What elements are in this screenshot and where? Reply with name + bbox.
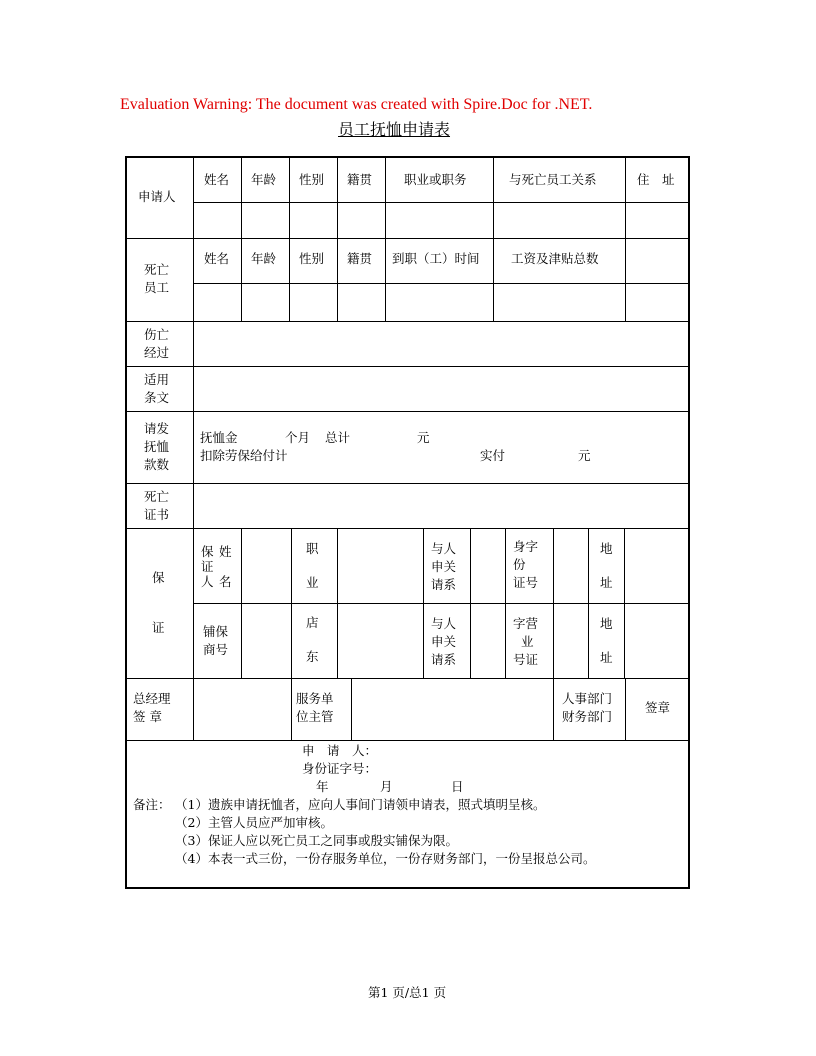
guarantee-label-2: 证 xyxy=(152,620,165,635)
grid-line xyxy=(291,528,292,678)
owner-char-b: 东 xyxy=(306,649,319,664)
grid-line xyxy=(588,528,589,678)
applicant-header-gender: 性别 xyxy=(299,172,325,187)
gm-label-line2: 签 章 xyxy=(133,709,162,724)
grid-line xyxy=(193,321,194,528)
grid-line xyxy=(470,528,471,678)
applicant-header-name: 姓名 xyxy=(204,172,230,187)
relation-line3: 请系 xyxy=(431,577,457,592)
grid-line xyxy=(625,158,626,238)
unit-label-line1: 服务单 xyxy=(296,691,334,706)
address-char-a: 地 xyxy=(600,541,613,556)
grid-line xyxy=(127,678,690,679)
relation-line1: 与人 xyxy=(431,541,457,556)
address2-char-b: 址 xyxy=(600,650,613,665)
yuan-label-2: 元 xyxy=(578,448,591,463)
total-label: 总计 xyxy=(325,430,351,445)
grid-line xyxy=(351,678,352,740)
grid-line xyxy=(127,411,690,412)
note-item: （1）遗族申请抚恤者，应向人事间门请领申请表，照式填明呈核。 xyxy=(175,797,546,812)
gm-label-line1: 总经理 xyxy=(133,691,171,706)
deceased-label-line2: 员工 xyxy=(144,280,170,295)
relation2-line3: 请系 xyxy=(431,652,457,667)
date-month-label: 月 xyxy=(380,779,393,794)
address-char-b: 址 xyxy=(600,575,613,590)
relation-line2: 申关 xyxy=(431,559,457,574)
deceased-header-native-place: 籍贯 xyxy=(347,251,373,266)
grid-line xyxy=(193,158,194,321)
grid-line xyxy=(337,528,338,678)
applicant-signature-label: 申 请 人： xyxy=(302,743,378,758)
note-item: （3）保证人应以死亡员工之同事或殷实铺保为限。 xyxy=(175,833,458,848)
id-number-line2: 份 xyxy=(513,557,526,572)
notes-label: 备注： xyxy=(133,797,171,812)
deceased-header-hire-date: 到职（工）时间 xyxy=(392,251,480,266)
grid-line xyxy=(127,366,690,367)
grid-line xyxy=(127,238,690,239)
grid-line xyxy=(193,603,690,604)
occupation-char-a: 职 xyxy=(306,541,319,556)
grid-line xyxy=(493,158,494,321)
guarantor-name-char-c: 人 xyxy=(201,574,214,589)
seal-label: 签章 xyxy=(645,700,671,715)
amount-label-line3: 款数 xyxy=(144,457,170,472)
grid-line xyxy=(625,678,626,740)
note-item: （2）主管人员应严加审核。 xyxy=(175,815,333,830)
applicant-header-address: 住 址 xyxy=(637,172,675,187)
guarantor-name-char-a: 保 xyxy=(201,544,214,559)
article-label-line1: 适用 xyxy=(144,372,170,387)
applicant-label: 申请人 xyxy=(138,189,176,204)
id-number-field-label: 身份证字号： xyxy=(302,761,378,776)
relation2-line2: 申关 xyxy=(431,634,457,649)
applicant-header-relation: 与死亡员工关系 xyxy=(509,172,597,187)
grid-line xyxy=(624,528,625,678)
grid-line xyxy=(553,528,554,678)
applicant-header-native-place: 籍贯 xyxy=(347,172,373,187)
deduct-label: 扣除劳保给付计 xyxy=(200,448,288,463)
actual-label: 实付 xyxy=(480,448,506,463)
months-label: 个月 xyxy=(285,430,311,445)
grid-line xyxy=(625,238,626,321)
grid-line xyxy=(241,158,242,321)
grid-line xyxy=(291,678,292,740)
relation2-line1: 与人 xyxy=(431,616,457,631)
application-form-table xyxy=(125,156,690,889)
grid-line xyxy=(127,321,690,322)
article-label-line2: 条文 xyxy=(144,390,170,405)
id-number-line3: 证号 xyxy=(513,575,539,590)
shop-line2: 商号 xyxy=(203,642,229,657)
grid-line xyxy=(241,528,242,678)
guarantee-label-1: 保 xyxy=(152,570,165,585)
grid-line xyxy=(423,528,424,678)
unit-label-line2: 位主管 xyxy=(296,709,334,724)
amount-label-line2: 抚恤 xyxy=(144,439,170,454)
grid-line xyxy=(505,528,506,678)
amount-label-line1: 请发 xyxy=(144,421,170,436)
evaluation-warning: Evaluation Warning: The document was created with Spire.Doc for .NET. xyxy=(120,96,593,113)
injury-label-line1: 伤亡 xyxy=(144,327,170,342)
page-number: 第1 页/总1 页 xyxy=(368,985,447,1000)
guarantor-name-char-d: 姓 xyxy=(219,544,232,559)
grid-line xyxy=(127,528,690,529)
deceased-header-salary: 工资及津贴总数 xyxy=(511,251,599,266)
deceased-header-age: 年龄 xyxy=(251,251,277,266)
guarantor-name-char-b: 证 xyxy=(201,559,214,574)
applicant-header-age: 年龄 xyxy=(251,172,277,187)
grid-line xyxy=(193,528,194,678)
certificate-label-line1: 死亡 xyxy=(144,489,170,504)
injury-label-line2: 经过 xyxy=(144,345,170,360)
grid-line xyxy=(127,740,690,741)
hr-dept-label: 人事部门 xyxy=(562,691,613,706)
deceased-header-gender: 性别 xyxy=(299,251,325,266)
finance-dept-label: 财务部门 xyxy=(562,709,613,724)
grid-line xyxy=(193,678,194,740)
certificate-label-line2: 证书 xyxy=(144,507,170,522)
guarantor-name-char-e: 名 xyxy=(219,574,232,589)
owner-char-a: 店 xyxy=(306,615,319,630)
date-year-label: 年 xyxy=(316,779,329,794)
occupation-char-b: 业 xyxy=(306,575,319,590)
shop-line1: 铺保 xyxy=(203,624,229,639)
address2-char-a: 地 xyxy=(600,616,613,631)
grid-line xyxy=(385,158,386,321)
deceased-header-name: 姓名 xyxy=(204,251,230,266)
yuan-label-1: 元 xyxy=(417,430,430,445)
id-number-line1: 身字 xyxy=(513,539,539,554)
license-line1: 字营 xyxy=(513,616,539,631)
note-item: （4）本表一式三份，一份存服务单位，一份存财务部门，一份呈报总公司。 xyxy=(175,851,596,866)
form-title: 员工抚恤申请表 xyxy=(338,120,451,139)
grid-line xyxy=(193,202,690,203)
license-line3: 号证 xyxy=(513,652,539,667)
grid-line xyxy=(337,158,338,321)
grid-line xyxy=(289,158,290,321)
deceased-label-line1: 死亡 xyxy=(144,262,170,277)
license-line2: 业 xyxy=(521,634,534,649)
applicant-header-occupation: 职业或职务 xyxy=(404,172,467,187)
grid-line xyxy=(553,678,554,740)
grid-line xyxy=(127,483,690,484)
grid-line xyxy=(193,283,690,284)
date-day-label: 日 xyxy=(451,779,464,794)
pension-label: 抚恤金 xyxy=(200,430,238,445)
